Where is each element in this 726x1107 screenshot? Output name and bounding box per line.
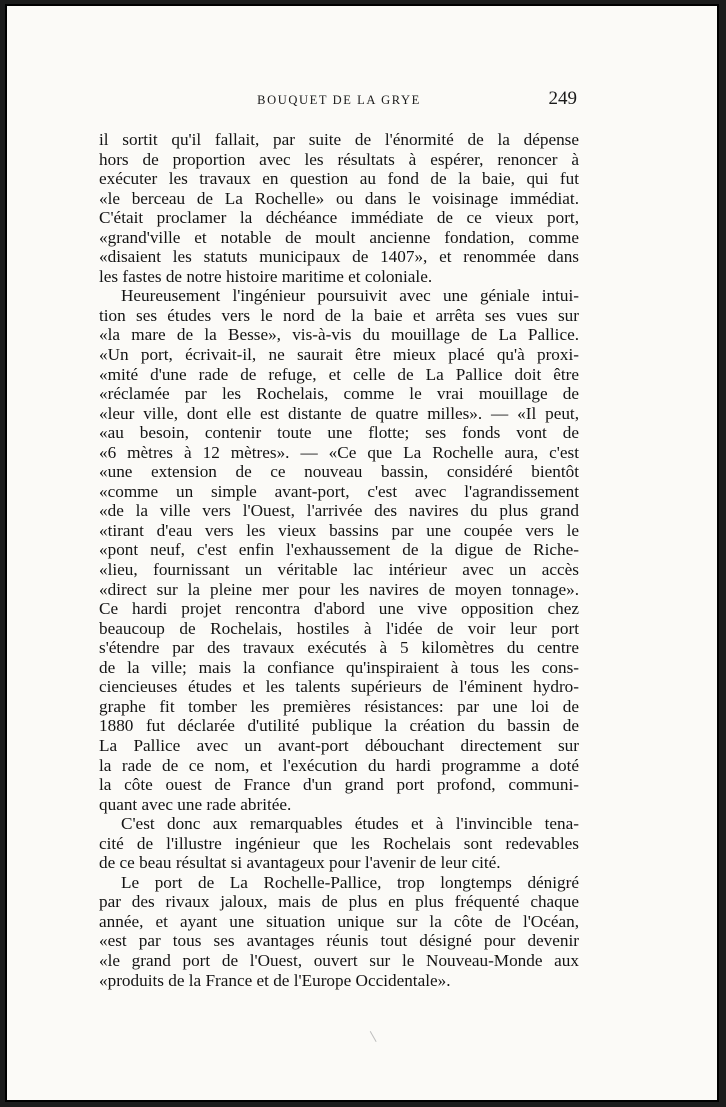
page-header bbox=[99, 88, 579, 112]
text-line: «pont neuf, c'est enfin l'exhaussement de la digue de Riche- bbox=[99, 540, 579, 560]
body-text bbox=[99, 130, 579, 990]
page-number: 249 bbox=[548, 88, 577, 109]
text-line: «de la ville vers l'Ouest, l'arrivée des navires du plus grand bbox=[99, 501, 579, 521]
text-line: «une extension de ce nouveau bassin, considéré bientôt bbox=[99, 462, 579, 482]
text-line: année, et ayant une situation unique sur la côte de l'Océan, bbox=[99, 911, 579, 931]
text-line: de ce beau résultat si avantageux pour l'avenir de leur cité. bbox=[99, 853, 501, 873]
text-line: «réclamée par les Rochelais, comme le vrai mouillage de bbox=[99, 384, 579, 404]
text-line: «leur ville, dont elle est distante de quatre milles». — «Il peut, bbox=[99, 403, 579, 423]
text-line: il sortit qu'il fallait, par suite de l'énormité de la dépense bbox=[99, 130, 579, 149]
text-line: «est par tous ses avantages réunis tout désigné pour devenir bbox=[99, 931, 579, 951]
paper-mark bbox=[370, 1026, 386, 1042]
text-line: «tirant d'eau vers les vieux bassins par une coupée vers le bbox=[99, 520, 579, 540]
text-line: s'étendre par des travaux exécutés à 5 kilomètres du centre bbox=[99, 638, 579, 658]
text-line: La Pallice avec un avant-port débouchant directement sur bbox=[99, 735, 579, 755]
text-line: beaucoup de Rochelais, hostiles à l'idée de voir leur port bbox=[99, 618, 579, 638]
text-line: «au besoin, contenir toute une flotte; ses fonds vont de bbox=[99, 423, 579, 443]
text-line: de la ville; mais la confiance qu'inspiraient à tous les cons- bbox=[99, 657, 579, 677]
text-line: C'était proclamer la déchéance immédiate de ce vieux port, bbox=[99, 208, 579, 228]
text-line: graphe fit tomber les premières résistances: par une loi de bbox=[99, 696, 579, 716]
text-line: C'est donc aux remarquables études et à l'invincible tena- bbox=[121, 814, 579, 834]
text-line: exécuter les travaux en question au fond de la baie, qui fut bbox=[99, 169, 579, 189]
text-line: «disaient les statuts municipaux de 1407», et renommée dans bbox=[99, 247, 579, 267]
text-line: Heureusement l'ingénieur poursuivit avec une géniale intui- bbox=[121, 286, 579, 306]
text-line: «grand'ville et notable de moult ancienne fondation, comme bbox=[99, 227, 579, 247]
text-line: quant avec une rade abritée. bbox=[99, 794, 292, 814]
text-line: «le grand port de l'Ouest, ouvert sur le Nouveau-Monde aux bbox=[99, 950, 579, 970]
text-line: hors de proportion avec les résultats à espérer, renoncer à bbox=[99, 149, 579, 169]
text-line: «comme un simple avant-port, c'est avec l'agrandissement bbox=[99, 481, 579, 501]
text-line: «le berceau de La Rochelle» ou dans le voisinage immédiat. bbox=[99, 188, 579, 208]
text-line: la côte ouest de France d'un grand port profond, communi- bbox=[99, 775, 579, 795]
running-title: BOUQUET DE LA GRYE bbox=[257, 93, 421, 107]
book-page bbox=[5, 4, 719, 1102]
text-line: «produits de la France et de l'Europe Occidentale». bbox=[99, 970, 451, 990]
text-line: les fastes de notre histoire maritime et coloniale. bbox=[99, 266, 433, 286]
text-line: ciencieuses études et les talents supérieurs de l'éminent hydro- bbox=[99, 677, 579, 697]
text-line: cité de l'illustre ingénieur que les Rochelais sont redevables bbox=[99, 833, 579, 853]
text-line: 1880 fut déclarée d'utilité publique la création du bassin de bbox=[99, 716, 579, 736]
text-line: Ce hardi projet rencontra d'abord une vive opposition chez bbox=[99, 599, 579, 619]
text-line: Le port de La Rochelle-Pallice, trop longtemps dénigré bbox=[121, 872, 579, 892]
text-line: «lieu, fournissant un véritable lac intérieur avec un accès bbox=[99, 560, 579, 580]
text-line: la rade de ce nom, et l'exécution du hardi programme a doté bbox=[99, 755, 579, 775]
text-line: «la mare de la Besse», vis-à-vis du mouillage de La Pallice. bbox=[99, 325, 579, 345]
text-line: «mité d'une rade de refuge, et celle de La Pallice doit être bbox=[99, 364, 579, 384]
text-line: «Un port, écrivait-il, ne saurait être mieux placé qu'à proxi- bbox=[99, 345, 579, 365]
text-line: par des rivaux jaloux, mais de plus en plus fréquenté chaque bbox=[99, 892, 579, 912]
text-line: tion ses études vers le nord de la baie et arrêta ses vues sur bbox=[99, 305, 579, 325]
text-line: «6 mètres à 12 mètres». — «Ce que La Rochelle aura, c'est bbox=[99, 442, 579, 462]
text-line: «direct sur la pleine mer pour les navires de moyen tonnage». bbox=[99, 579, 579, 599]
